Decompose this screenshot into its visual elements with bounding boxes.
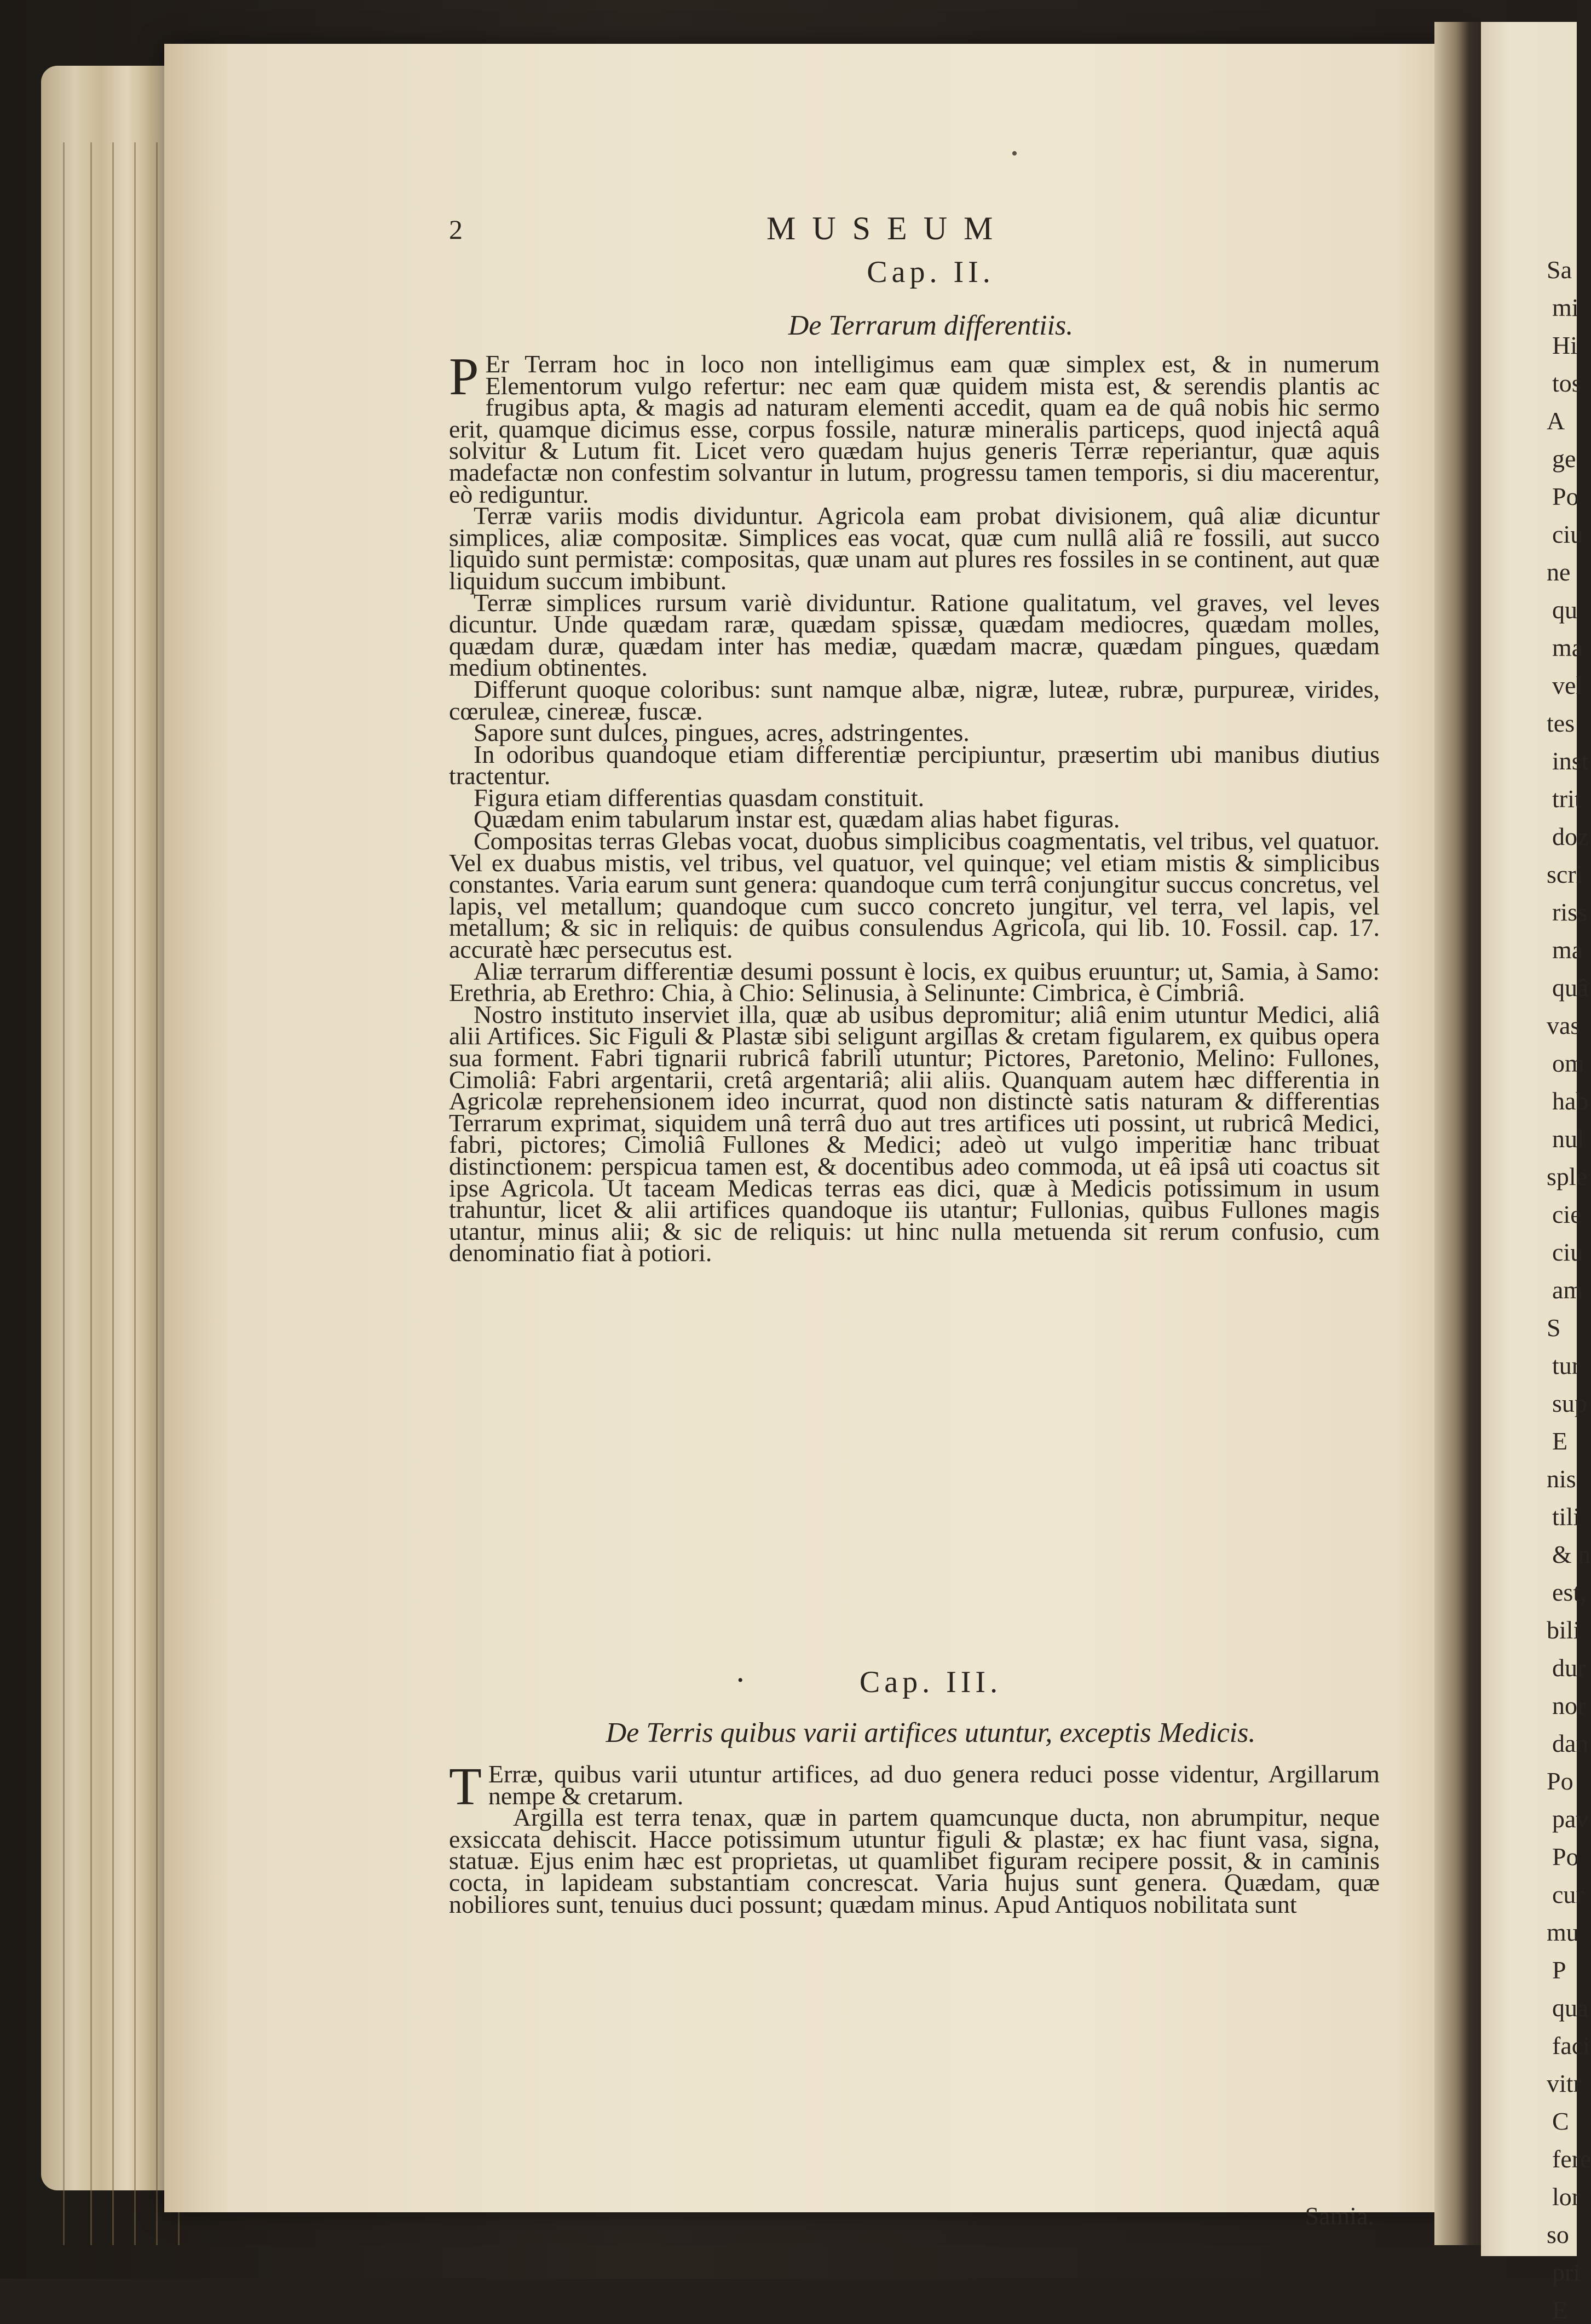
facing-page-fragment: est, [1552,1578,1587,1606]
drop-capital: T [449,1757,482,1816]
chapter2-body [449,347,1380,1267]
facing-page-fragment: mi [1552,294,1579,321]
facing-page-fragment: hab [1552,1087,1589,1115]
catchword: Samia. [1305,2202,1374,2230]
facing-page-fragment: vel [1552,671,1583,699]
drop-capital: P [449,347,479,406]
facing-page-fragment: Po [1547,1767,1573,1795]
facing-page-fragment: ge [1552,445,1576,473]
facing-page-fragment: Po [1552,1843,1579,1871]
paragraph: Nostro instituto inserviet illa, quæ ab usibus depromitur; aliâ enim utuntur Medici, aliâ alii Artifices. Sic Figuli & Plastæ sibi seligunt argillas & cretam figularem, ex quibus opera sua forment. Fabri tignarii rubricâ fabrili utuntur; Pictores, Paretonio, Melino: Fullones, Cimoliâ: Fabri argentarii, cretâ argentariâ; alii aliis. Quanquam autem hæc differentia in Agricolæ reprehensionem ideo incurrat, quod non distinctè satis naturam & differentias Terrarum exprimat, siquidem unâ terrâ duo aut tres artifices uti possint, ut rubricâ Medici, fabri, pictores; Cimoliâ Fullones & Medici; adeò ut vulgo imperitiæ hanc tribuat distinctionem: perspicua tamen est, & docentibus adeo commoda, ut eâ ipsâ uti coactus sit ipse Agricola. Ut taceam Medicas terras eas dici, quæ à Medicis potissimum in usum trahuntur, licet & alii artifices quandoque iis utantur; Fullonias, quibus Fullones magis utantur, minus alii; & sic de reliquis: ut hinc nulla metuenda sit rerum confusio, cum denominatio fiat à potiori. [449,1000,1380,1267]
chapter3-body [449,1757,1380,1918]
facing-page-fragment: ciu [1552,520,1583,548]
facing-page-fragment: lor [1552,2183,1581,2211]
facing-page-fragment: qu [1552,596,1577,624]
facing-page-fragment: ma [1552,936,1583,964]
paragraph: Figura etiam differentias quasdam constituit. [474,783,925,812]
facing-page-fragment: cur [1552,1880,1584,1908]
chapter-heading: Cap. II. [867,255,995,289]
book-gutter [1434,22,1484,2245]
facing-page-fragment: inst [1552,747,1589,775]
facing-page-fragment: qua [1552,1994,1589,2022]
facing-page-fragment: pav [1552,1805,1589,1833]
paragraph: Terræ variis modis dividuntur. Agricola eam probat divisionem, quâ aliæ dicuntur simplices, aliæ compositæ. Simplices eas vocat, quæ cum nullâ aliâ re fossili, aut succo liquido sunt permistæ: compositas, quæ unam aut plures res fossiles in se continent, aut quæ liquidum succum imbibunt. [449,502,1380,595]
page-number: 2 [449,214,463,245]
facing-page-fragment: dur [1552,1654,1586,1682]
facing-page-fragment: doz [1552,822,1589,850]
facing-page-fragment: ciu [1552,1238,1583,1266]
page-edge [63,142,65,2245]
facing-page-fragment: & n [1552,1540,1591,1568]
paragraph: In odoribus quandoque etiam differentiæ percipiuntur, præsertim ubi manibus diutius tractentur. [449,740,1380,790]
facing-page [1481,22,1591,2324]
page-edge [90,142,92,2245]
facing-page-fragment: mu [1547,1918,1579,1946]
facing-page-fragment: vas [1547,1011,1581,1039]
facing-page-fragment: C [1552,2107,1569,2135]
facing-page-fragment: P [1552,1956,1566,1984]
facing-page-fragment: scri [1547,860,1583,888]
facing-page-fragment: tur [1552,1351,1581,1379]
facing-page-fragment: Sa [1547,256,1572,284]
facing-page-fragment: sple [1547,1163,1588,1190]
facing-page-fragment: ne [1547,558,1571,586]
facing-page-fragment: fere [1552,2145,1591,2173]
ornament-dot: • [1011,143,1018,164]
paragraph: Terræ simplices rursum variè dividuntur. Ratione qualitatum, vel graves, vel leves dicuntur. Unde quædam raræ, quædam spissæ, quædam mediocres, quædam molles, quædam duræ, quædam inter has mediæ, quædam macræ, quædam pingues, quædam medium obtinentes. [449,588,1380,682]
facing-page-fragment: Po [1552,482,1579,510]
chapter-heading: Cap. III. [859,1665,1002,1699]
facing-page-fragment: S [1547,1314,1561,1342]
facing-page-fragment: nor [1552,1692,1586,1719]
facing-page-fragment: ma [1552,634,1583,661]
page-edge [134,142,136,2245]
facing-page-fragment: nul [1552,1125,1584,1153]
paragraph: P Er Terram hoc in loco non intelligimus eam quæ simplex est, & in numerum Elementorum vulgo refertur: nec eam quæ quidem mista est, & serendis plantis ac frugibus apta, & magis ad naturam elementi accedit, quam ea de quâ nobis hic sermo erit, quamque dicimus esse, corpus fossile, naturæ mineralis particeps, quod injectâ aquâ solvitur & Lutum fit. Licet vero quædam hujus generis Terræ reperiantur, quæ aquis madefactæ non confestim solvantur in lutum, progressu tamen temporis, si diu macerentur, eò rediguntur. [449,347,1380,508]
ornament-dot: • [737,1671,743,1689]
paragraph: Differunt quoque coloribus: sunt namque albæ, nigræ, luteæ, rubræ, purpureæ, virides, cœruleæ, cinereæ, fuscæ. [449,675,1380,725]
paragraph: Argilla est terra tenax, quæ in partem quamcunque ducta, non abrumpitur, neque exsiccata dehiscit. Hacce potissimum utuntur figuli & plastæ; ex hac fiunt vasa, signa, statuæ. Ejus enim hæc est proprietas, ut quamlibet figuram recipere possit, & in caminis cocta, in lapideam substantiam concrescat. Varia hujus sunt genera. Quædam, quæ nobiliores sunt, tenuius duci possunt; quædam minus. Apud Antiquos nobilitata sunt [449,1803,1380,1918]
facing-page-fragment: nis [1547,1465,1576,1493]
facing-page-fragment: faci [1552,2032,1590,2060]
facing-page-fragment: om [1552,1049,1584,1077]
facing-page-fragment: bili [1547,1616,1581,1644]
facing-page-fragment: tili [1552,1503,1581,1531]
facing-page-fragment: cie [1552,1200,1582,1228]
paragraph: Sapore sunt dulces, pingues, acres, adstringentes. [474,718,970,747]
facing-page-fragment: quâ [1552,974,1589,1002]
page-edge [156,142,158,2245]
facing-page-fragment: dan [1552,1729,1589,1757]
facing-page-fragment: E [1552,2296,1568,2324]
paragraph: Compositas terras Glebas vocat, duobus simplicibus coagmentatis, vel tribus, vel quatuor. Vel ex duabus mistis, vel tribus, vel quatuor, vel quinque; vel etiam mistis & simplicibus constantes. Varia earum sunt genera: quandoque cum terrâ conjungitur succus concretus, vel lapis, vel metallum; quandoque cum succo concreto jungitur, vel terra, vel lapis, vel metallum; & sic in reliquis: de quibus consulendus Agricola, qui lib. 10. Fossil. cap. 17. accuratè hæc persecutus est. [449,827,1380,964]
facing-page-fragment: pri [1552,2258,1581,2286]
facing-page-fragment: tos [1552,369,1582,397]
paragraph: Quædam enim tabularum instar est, quædam alias habet figuras. [474,805,1120,833]
facing-page-fragment: sup [1552,1389,1587,1417]
chapter-title: De Terrarum differentiis. [788,310,1074,341]
paragraph: Aliæ terrarum differentiæ desumi possunt è locis, ex quibus eruuntur; ut, Samia, à Samo: Erethria, ab Erethro: Chia, à Chio: Selinusia, à Selinunte: Cimbrica, è Cimbriâ. [449,957,1380,1007]
page-edge [112,142,114,2245]
facing-page-fragment: A [1547,407,1565,435]
facing-page-fragment: riss [1552,898,1587,926]
chapter-title: De Terris quibus varii artifices utuntur, exceptis Medicis. [606,1717,1256,1748]
facing-page-fragment: vitr [1547,2069,1582,2097]
running-head: MUSEUM [766,210,1010,246]
facing-page-fragment: E [1552,1427,1568,1455]
facing-page-fragment: Hi [1552,331,1577,359]
paragraph: T Erræ, quibus varii utuntur artifices, ad duo genera reduci posse videntur, Argillarum nempe & cretarum. [449,1757,1380,1816]
facing-page-fragment: so [1547,2221,1569,2248]
facing-page-fragment: tes [1547,709,1575,737]
facing-page-fragment: trit [1552,785,1582,813]
facing-page-fragment: am [1552,1276,1583,1304]
